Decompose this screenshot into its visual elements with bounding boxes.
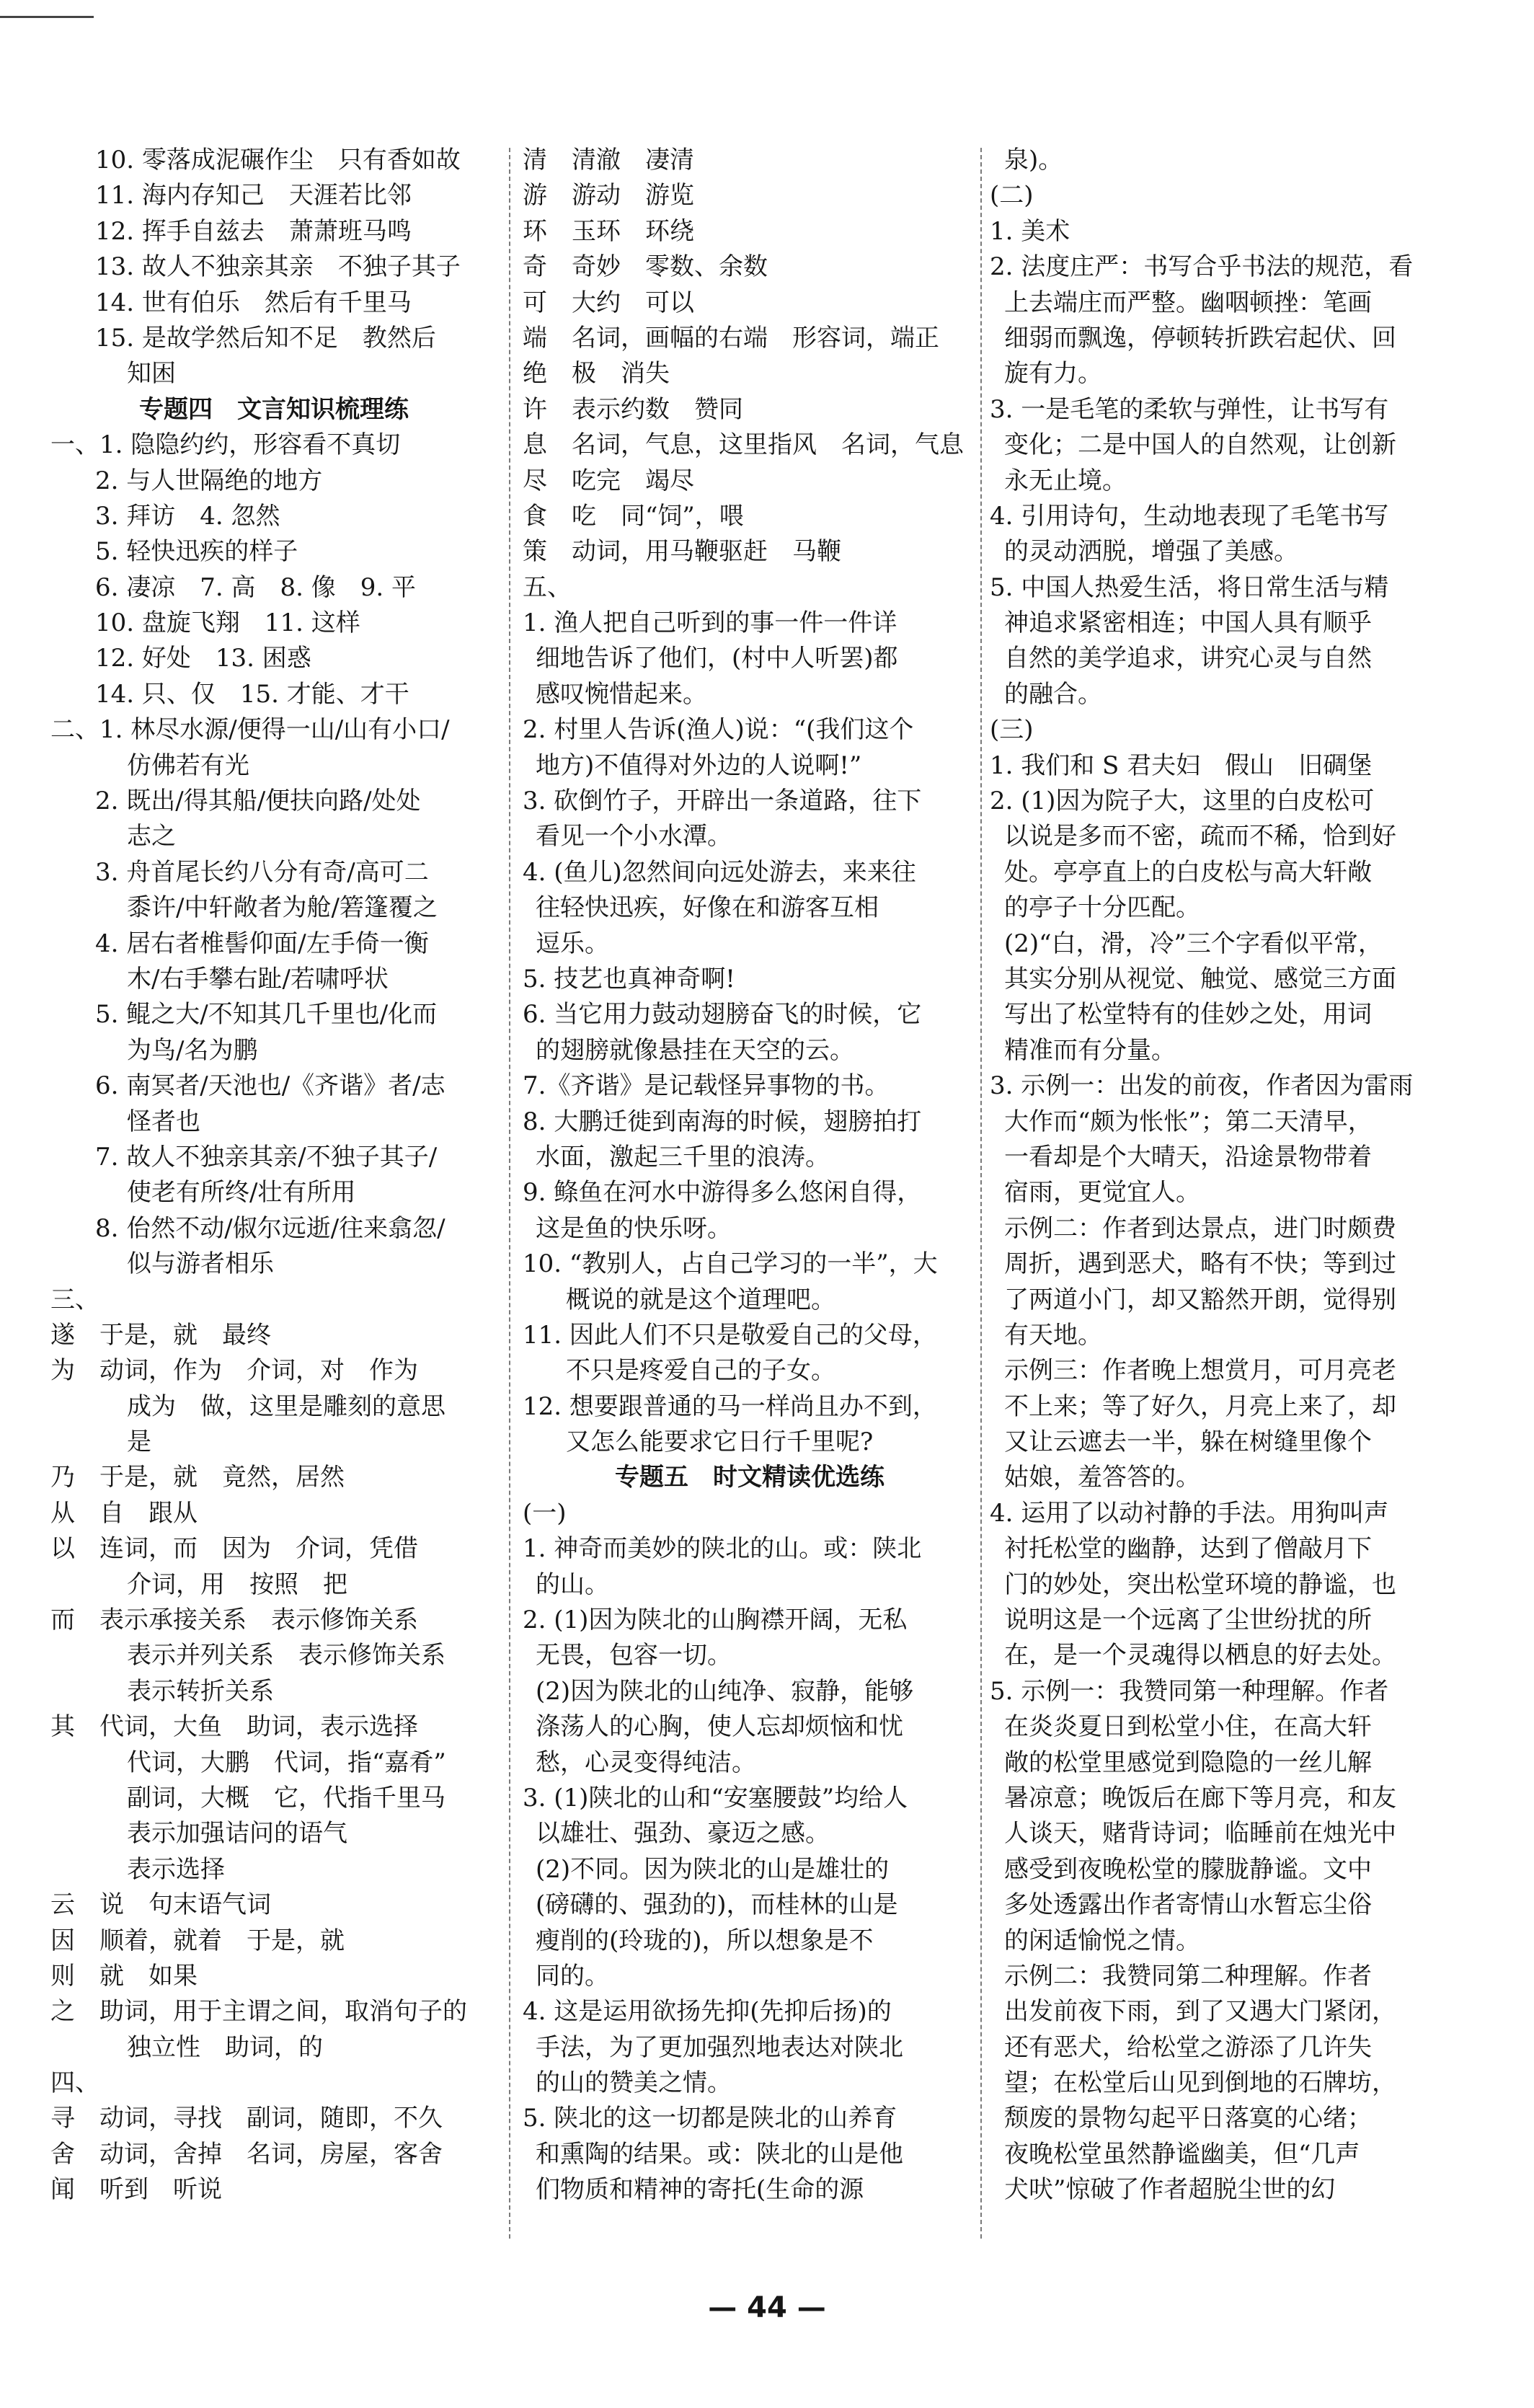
answer-line: 7.《齐谐》是记载怪异事物的书。 — [523, 1071, 890, 1101]
answer-line: 12. 想要跟普通的马一样尚且办不到， — [523, 1391, 937, 1421]
answer-line: 14. 只、仅 15. 才能、才干 — [95, 679, 409, 709]
answer-line: 变化；二是中国人的自然观，让创新 — [1004, 430, 1396, 460]
answer-column-3 — [990, 143, 1494, 2208]
answer-line: 多处透露出作者寄情山水暂忘尘俗 — [1004, 1890, 1372, 1920]
answer-line: 水面，激起三千里的浪涛。 — [536, 1142, 830, 1172]
answer-line: 逗乐。 — [536, 929, 609, 958]
answer-line: 4. 运用了以动衬静的手法。用狗叫声 — [990, 1498, 1389, 1528]
answer-line: 1. 神奇而美妙的陕北的山。或：陕北 — [523, 1534, 922, 1564]
answer-line: 三、 — [50, 1285, 99, 1314]
answer-line: 代词，大鹏 代词，指“嘉肴” — [127, 1748, 446, 1777]
answer-line: 手法，为了更加强烈地表达对陕北 — [536, 2032, 903, 2062]
answer-line: (2)不同。因为陕北的山是雄壮的 — [536, 1854, 890, 1884]
answer-line: 永无止境。 — [1004, 466, 1127, 495]
answer-line: 使老有所终/壮有所用 — [127, 1178, 356, 1208]
answer-line: 之 助词，用于主谓之间，取消句子的 — [50, 1997, 467, 2027]
answer-line: 8. 大鹏迁徙到南海的时候，翅膀拍打 — [523, 1107, 922, 1136]
answer-line: 3. 一是毛笔的柔软与弹性，让书写有 — [990, 394, 1389, 424]
answer-line: 怪者也 — [127, 1107, 200, 1136]
answer-line: 8. 佁然不动/俶尔远逝/往来翕忽/ — [95, 1213, 445, 1243]
answer-line: 的闲适愉悦之情。 — [1004, 1926, 1200, 1955]
answer-line: 的山。 — [536, 1570, 609, 1599]
answer-line: 3. 拜访 4. 忽然 — [95, 501, 280, 531]
answer-line: 环 玉环 环绕 — [523, 216, 694, 246]
answer-line: 因 顺着，就着 于是，就 — [50, 1926, 345, 1955]
column-divider-2 — [980, 148, 982, 2239]
answer-line: 们物质和精神的寄托(生命的源 — [536, 2175, 864, 2205]
answer-line: 的翅膀就像悬挂在天空的云。 — [536, 1035, 854, 1065]
answer-line: 绝 极 消失 — [523, 359, 670, 389]
answer-line: 示例二：我赞同第二种理解。作者 — [1004, 1961, 1372, 1991]
answer-line: 处。亭亭直上的白皮松与高大轩敞 — [1004, 857, 1372, 887]
answer-line: 6. 南冥者/天池也/《齐谐》者/志 — [95, 1071, 445, 1101]
answer-line: 神追求紧密相连；中国人具有顺乎 — [1004, 608, 1372, 638]
answer-line: 3. 舟首尾长约八分有奇/高可二 — [95, 857, 429, 887]
answer-line: 泉)。 — [1004, 146, 1063, 174]
answer-line: 木/右手攀右趾/若啸呼状 — [127, 964, 389, 993]
answer-line: 姑娘，羞答答的。 — [1004, 1463, 1200, 1492]
column-divider-1 — [509, 148, 510, 2239]
answer-line: 14. 世有伯乐 然后有千里马 — [95, 288, 412, 317]
answer-column-1 — [50, 143, 497, 2208]
top-rule — [0, 16, 94, 18]
answer-line: (2)“白，滑，冷”三个字看似平常， — [1004, 929, 1383, 958]
answer-line: 瘦削的(玲珑的)，所以想象是不 — [536, 1926, 874, 1955]
answer-line: 6. 当它用力鼓动翅膀奋飞的时候，它 — [523, 1000, 922, 1030]
answer-line: 15. 是故学然后知不足 教然后 — [95, 323, 436, 353]
answer-line: 为 动词，作为 介词，对 作为 — [50, 1356, 418, 1386]
answer-line: 清 清澈 凄清 — [523, 146, 694, 174]
answer-line: 10. “教别人，占自己学习的一半”，大 — [523, 1249, 938, 1279]
answer-line: 二、1. 林尽水源/便得一山/山有小口/ — [50, 715, 450, 745]
answer-line: 表示并列关系 表示修饰关系 — [127, 1641, 445, 1670]
answer-line: 尽 吃完 竭尽 — [523, 466, 694, 495]
answer-line: 知困 — [127, 359, 176, 389]
answer-line: 似与游者相乐 — [127, 1249, 274, 1279]
answer-line: 精准而有分量。 — [1004, 1035, 1176, 1065]
answer-line: 10. 零落成泥碾作尘 只有香如故 — [95, 146, 461, 174]
answer-line: 4. 引用诗句，生动地表现了毛笔书写 — [990, 501, 1389, 531]
answer-line: 暑凉意；晚饭后在廊下等月亮，和友 — [1004, 1783, 1396, 1812]
answer-line: 5. 中国人热爱生活，将日常生活与精 — [990, 572, 1389, 602]
answer-line: 2. 法度庄严：书写合乎书法的规范，看 — [990, 252, 1414, 282]
answer-line: 13. 故人不独亲其亲 不独子其子 — [95, 252, 461, 282]
answer-line: 上去端庄而严整。幽咽顿挫：笔画 — [1004, 288, 1372, 317]
answer-line: 志之 — [127, 822, 176, 851]
answer-line: 食 吃 同“饲”，喂 — [523, 501, 744, 531]
answer-line: 奇 奇妙 零数、余数 — [523, 252, 768, 282]
answer-line: 1. 渔人把自己听到的事一件一件详 — [523, 608, 897, 638]
answer-line: 7. 故人不独亲其亲/不独子其子/ — [95, 1142, 438, 1172]
answer-line: 许 表示约数 赞同 — [523, 394, 743, 424]
answer-line: 无畏，包容一切。 — [536, 1641, 732, 1670]
answer-line: 的亭子十分匹配。 — [1004, 893, 1200, 923]
answer-line: 这是鱼的快乐呀。 — [536, 1213, 732, 1243]
answer-line: 的山的赞美之情。 — [536, 2068, 732, 2098]
answer-line: 不上来；等了好久，月亮上来了，却 — [1004, 1391, 1396, 1421]
answer-line: 门的妙处，突出松堂环境的静谧，也 — [1004, 1570, 1396, 1599]
answer-line: 1. 我们和 S 君夫妇 假山 旧碉堡 — [990, 751, 1373, 780]
answer-line: 副词，大概 它，代指千里马 — [127, 1783, 445, 1812]
answer-line: 了两道小门，却又豁然开朗，觉得别 — [1004, 1285, 1396, 1314]
answer-line: 表示转折关系 — [127, 1676, 274, 1706]
answer-line: 乃 于是，就 竟然，居然 — [50, 1463, 345, 1492]
answer-line: 其 代词，大鱼 助词，表示选择 — [50, 1712, 418, 1742]
page-number: — 44 — — [708, 2291, 826, 2324]
answer-line: 表示加强诘问的语气 — [127, 1819, 347, 1849]
answer-line: 5. 示例一：我赞同第一种理解。作者 — [990, 1676, 1389, 1706]
answer-line: 在，是一个灵魂得以栖息的好去处。 — [1004, 1641, 1396, 1670]
answer-line: 2. 与人世隔绝的地方 — [95, 466, 323, 495]
answer-line: 11. 因此人们不只是敬爱自己的父母， — [523, 1320, 937, 1350]
answer-line: 说明这是一个远离了尘世纷扰的所 — [1004, 1606, 1372, 1635]
answer-line: (磅礴的、强劲的)，而桂林的山是 — [536, 1890, 898, 1920]
answer-line: 寻 动词，寻找 副词，随即，不久 — [50, 2104, 443, 2133]
section-heading: 专题四 文言知识梳理练 — [139, 394, 409, 424]
answer-line: 以 连词，而 因为 介词，凭借 — [50, 1534, 418, 1564]
answer-line: 宿雨，更觉宜人。 — [1004, 1178, 1200, 1208]
answer-line: 有天地。 — [1004, 1320, 1102, 1350]
section-heading: 专题五 时文精读优选练 — [615, 1463, 885, 1492]
answer-line: 2. (1)因为陕北的山胸襟开阔，无私 — [523, 1606, 908, 1635]
answer-line: 以说是多而不密，疏而不稀，恰到好 — [1004, 822, 1396, 851]
answer-line: 遂 于是，就 最终 — [50, 1320, 271, 1350]
answer-line: 则 就 如果 — [50, 1961, 198, 1991]
answer-column-2 — [523, 143, 977, 2208]
answer-line: 6. 凄凉 7. 高 8. 像 9. 平 — [95, 572, 416, 602]
answer-line: 四、 — [50, 2068, 99, 2098]
answer-line: 旋有力。 — [1004, 359, 1102, 389]
answer-line: 2. (1)因为院子大，这里的白皮松可 — [990, 787, 1375, 816]
answer-line: 犬吠”惊破了作者超脱尘世的幻 — [1004, 2175, 1336, 2205]
answer-line: 4. (鱼儿)忽然间向远处游去，来来往 — [523, 857, 916, 887]
answer-line: 一看却是个大晴天，沿途景物带着 — [1004, 1142, 1372, 1172]
answer-line: 细弱而飘逸，停顿转折跌宕起伏、回 — [1004, 323, 1396, 353]
answer-line: 五、 — [523, 572, 572, 602]
answer-line: 在炎炎夏日到松堂小住，在高大轩 — [1004, 1712, 1372, 1742]
answer-line: 1. 美术 — [990, 216, 1070, 246]
answer-line: 感受到夜晚松堂的朦胧静谧。文中 — [1004, 1854, 1372, 1884]
answer-line: 不只是疼爱自己的子女。 — [566, 1356, 835, 1386]
answer-line: 3. (1)陕北的山和“安塞腰鼓”均给人 — [523, 1783, 908, 1812]
answer-line: 成为 做，这里是雕刻的意思 — [127, 1391, 445, 1421]
answer-line: 12. 挥手自兹去 萧萧班马鸣 — [95, 216, 412, 246]
answer-line: 示例二：作者到达景点，进门时颇费 — [1004, 1213, 1396, 1243]
answer-line: 出发前夜下雨，到了又遇大门紧闭， — [1004, 1997, 1396, 2027]
answer-line: 2. 既出/得其船/便扶向路/处处 — [95, 787, 421, 816]
answer-line: 介词，用 按照 把 — [127, 1570, 347, 1599]
answer-line: 还有恶犬，给松堂之游添了几许失 — [1004, 2032, 1372, 2062]
answer-line: 往轻快迅疾，好像在和游客互相 — [536, 893, 879, 923]
answer-line: 衬托松堂的幽静，达到了僧敲月下 — [1004, 1534, 1372, 1564]
answer-line: 细地告诉了他们，(村中人听罢)都 — [536, 644, 898, 673]
answer-line: 黍许/中轩敞者为舱/箬篷覆之 — [127, 893, 438, 923]
answer-line: 4. 这是运用欲扬先抑(先抑后扬)的 — [523, 1997, 892, 2027]
answer-line: 又让云遮去一半，躲在树缝里像个 — [1004, 1427, 1372, 1457]
answer-line: 的灵动洒脱，增强了美感。 — [1004, 537, 1298, 567]
answer-line: 概说的就是这个道理吧。 — [566, 1285, 835, 1314]
answer-line: 周折，遇到恶犬，略有不快；等到过 — [1004, 1249, 1396, 1279]
answer-line: 仿佛若有光 — [127, 751, 249, 780]
answer-line: 是 — [127, 1427, 151, 1457]
answer-line: 一、1. 隐隐约约，形容看不真切 — [50, 430, 401, 460]
answer-line: 12. 好处 13. 困惑 — [95, 644, 311, 673]
answer-line: 9. 鲦鱼在河水中游得多么悠闲自得， — [523, 1178, 922, 1208]
answer-line: 其实分别从视觉、触觉、感觉三方面 — [1004, 964, 1396, 993]
answer-line: 的融合。 — [1004, 679, 1102, 709]
answer-line: 大作而“颇为怅怅”；第二天清早， — [1004, 1107, 1373, 1136]
answer-line: 舍 动词，舍掉 名词，房屋，客舍 — [50, 2139, 443, 2169]
answer-line: 敞的松堂里感觉到隐隐的一丝儿解 — [1004, 1748, 1372, 1777]
answer-line: 人谈天，赌背诗词；临睡前在烛光中 — [1004, 1819, 1396, 1849]
answer-line: 云 说 句末语气词 — [50, 1890, 271, 1920]
answer-line: 愁，心灵变得纯洁。 — [536, 1748, 756, 1777]
answer-line: 可 大约 可以 — [523, 288, 694, 317]
answer-line: 11. 海内存知己 天涯若比邻 — [95, 181, 412, 211]
answer-line: 同的。 — [536, 1961, 609, 1991]
answer-line: (三) — [990, 715, 1034, 745]
answer-line: 和熏陶的结果。或：陕北的山是他 — [536, 2139, 903, 2169]
answer-line: 望；在松堂后山见到倒地的石牌坊， — [1004, 2068, 1396, 2098]
answer-line: 5. 鲲之大/不知其几千里也/化而 — [95, 1000, 438, 1030]
answer-line: 以雄壮、强劲、豪迈之感。 — [536, 1819, 830, 1849]
answer-line: 看见一个小水潭。 — [536, 822, 732, 851]
answer-line: 端 名词，画幅的右端 形容词，端正 — [523, 323, 939, 353]
answer-line: 5. 技艺也真神奇啊! — [523, 964, 735, 993]
answer-line: 自然的美学追求，讲究心灵与自然 — [1004, 644, 1372, 673]
answer-line: 游 游动 游览 — [523, 181, 694, 211]
answer-line: (一) — [523, 1498, 567, 1528]
answer-line: 5. 陕北的这一切都是陕北的山养育 — [523, 2104, 897, 2133]
answer-line: 2. 村里人告诉(渔人)说：“(我们这个 — [523, 715, 914, 745]
answer-line: (2)因为陕北的山纯净、寂静，能够 — [536, 1676, 914, 1706]
answer-line: 颓废的景物勾起平日落寞的心绪； — [1004, 2104, 1372, 2133]
answer-line: 写出了松堂特有的佳妙之处，用词 — [1004, 1000, 1372, 1030]
answer-line: 感叹惋惜起来。 — [536, 679, 707, 709]
answer-line: 10. 盘旋飞翔 11. 这样 — [95, 608, 360, 638]
answer-line: 夜晚松堂虽然静谧幽美，但“几声 — [1004, 2139, 1360, 2169]
answer-line: 闻 听到 听说 — [50, 2175, 222, 2205]
answer-line: 示例三：作者晚上想赏月，可月亮老 — [1004, 1356, 1396, 1386]
answer-line: 3. 示例一：出发的前夜，作者因为雷雨 — [990, 1071, 1414, 1101]
answer-line: 5. 轻快迅疾的样子 — [95, 537, 298, 567]
answer-line: 息 名词，气息，这里指风 名词，气息 — [523, 430, 964, 460]
answer-line: 独立性 助词，的 — [127, 2032, 323, 2062]
answer-line: 4. 居右者椎髻仰面/左手倚一衡 — [95, 929, 429, 958]
answer-line: 又怎么能要求它日行千里呢? — [566, 1427, 874, 1457]
answer-line: (二) — [990, 181, 1034, 211]
answer-line: 而 表示承接关系 表示修饰关系 — [50, 1606, 418, 1635]
answer-line: 涤荡人的心胸，使人忘却烦恼和忧 — [536, 1712, 903, 1742]
answer-line: 地方)不值得对外边的人说啊!” — [536, 751, 862, 780]
answer-line: 为鸟/名为鹏 — [127, 1035, 258, 1065]
answer-line: 3. 砍倒竹子，开辟出一条道路，往下 — [523, 787, 922, 816]
answer-line: 策 动词，用马鞭驱赶 马鞭 — [523, 537, 841, 567]
answer-line: 表示选择 — [127, 1854, 225, 1884]
answer-line: 从 自 跟从 — [50, 1498, 198, 1528]
